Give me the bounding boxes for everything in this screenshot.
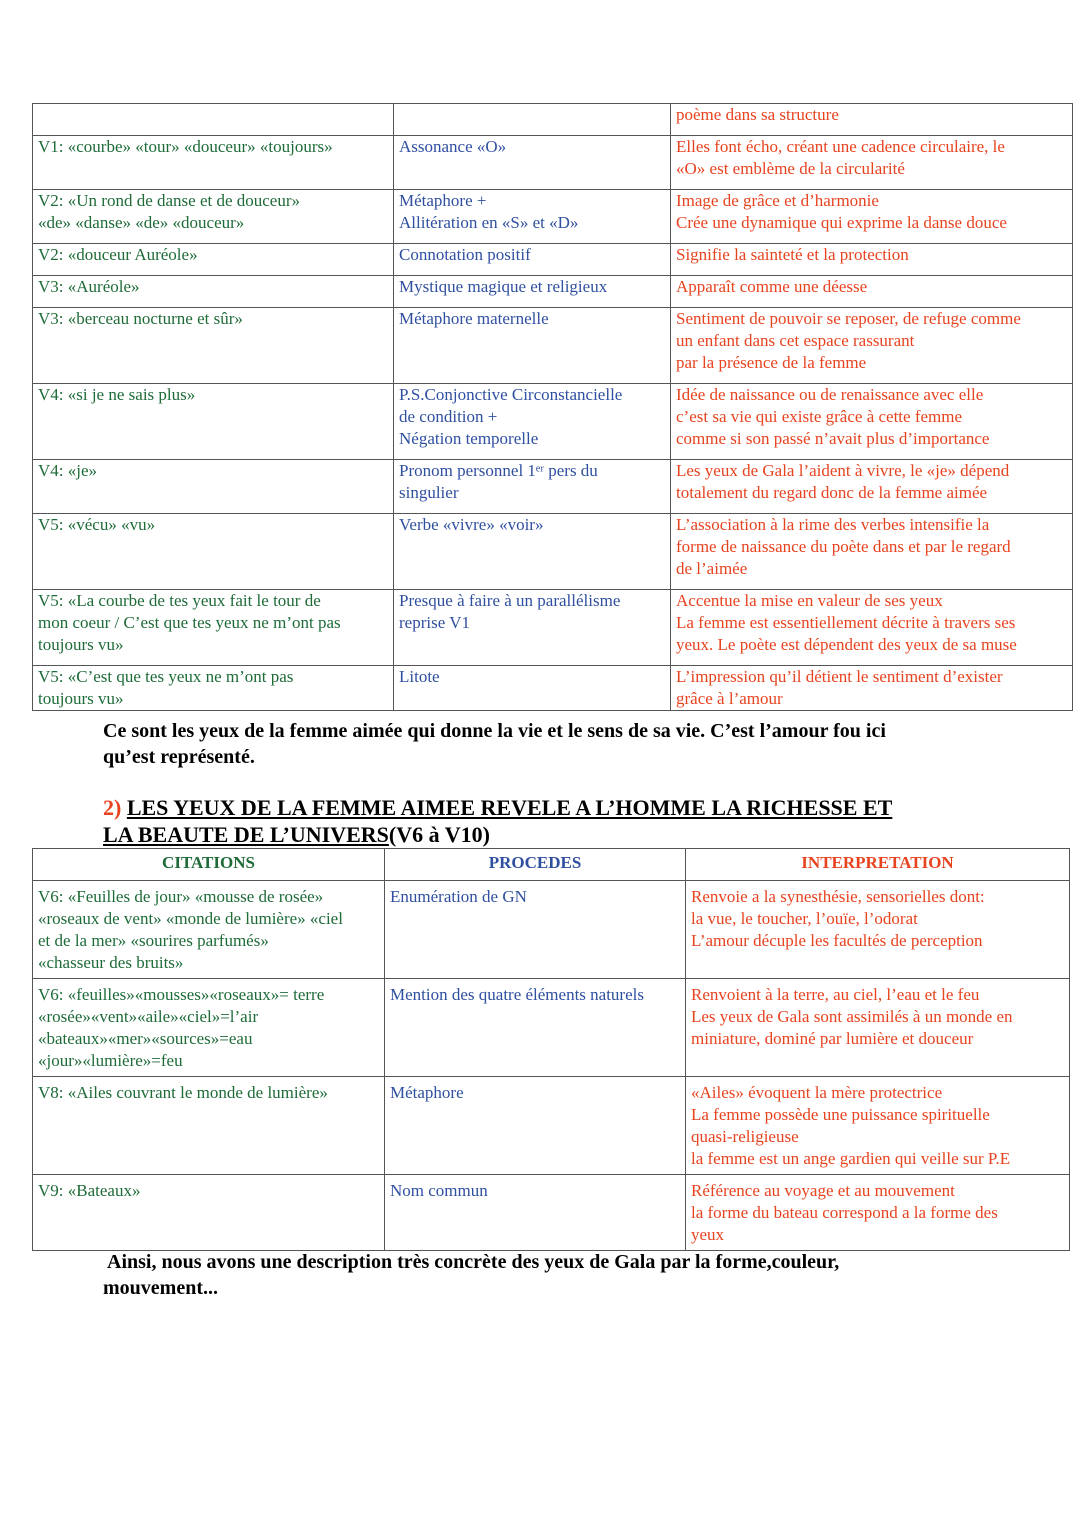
procede-cell <box>394 244 671 276</box>
cell-line: Litote <box>399 667 440 686</box>
cell-line: mon coeur / C’est que tes yeux ne m’ont pas <box>38 613 341 632</box>
section-number: 2) <box>103 795 122 820</box>
analysis-table-2 <box>32 848 1070 1251</box>
cell-line: «jour»«lumière»=feu <box>38 1051 183 1070</box>
cell-line: Métaphore + <box>399 191 487 210</box>
header-citations: CITATIONS <box>33 849 385 881</box>
analysis-table-1 <box>32 103 1073 711</box>
cell-line: miniature, dominé par lumière et douceur <box>691 1029 974 1048</box>
procede-cell <box>385 979 686 1077</box>
table-row <box>33 881 1070 979</box>
citation-cell <box>33 276 394 308</box>
procede-cell <box>394 590 671 666</box>
cell-line: Verbe «vivre» «voir» <box>399 515 544 534</box>
procede-cell <box>394 190 671 244</box>
cell-line: toujours vu» <box>38 635 124 654</box>
cell-line: Négation temporelle <box>399 429 539 448</box>
citation-cell <box>33 190 394 244</box>
interpretation-cell <box>686 1077 1070 1175</box>
cell-line: yeux. Le poète est dépendent des yeux de sa muse <box>676 635 1017 654</box>
cell-line: par la présence de la femme <box>676 353 867 372</box>
cell-line: V9: «Bateaux» <box>38 1181 141 1200</box>
citation-cell <box>33 881 385 979</box>
cell-line: V5: «C’est que tes yeux ne m’ont pas <box>38 667 294 686</box>
procede-cell <box>394 514 671 590</box>
procede-cell <box>385 1175 686 1251</box>
cell-line: Renvoie a la synesthésie, sensorielles dont: <box>691 887 985 906</box>
cell-line: La femme possède une puissance spirituelle <box>691 1105 990 1124</box>
interpretation-cell <box>671 104 1073 136</box>
table-row <box>33 590 1073 666</box>
procede-cell <box>394 308 671 384</box>
cell-line: Assonance «O» <box>399 137 507 156</box>
interpretation-cell <box>686 1175 1070 1251</box>
cell-line: la forme du bateau correspond a la forme des <box>691 1203 998 1222</box>
cell-line: V4: «je» <box>38 461 98 480</box>
cell-line: Métaphore maternelle <box>399 309 549 328</box>
interpretation-cell <box>671 666 1073 711</box>
cell-line: de condition + <box>399 407 498 426</box>
cell-line: Idée de naissance ou de renaissance avec elle <box>676 385 984 404</box>
cell-line: «de» «danse» «de» «douceur» <box>38 213 245 232</box>
procede-cell <box>394 104 671 136</box>
table-row <box>33 460 1073 514</box>
cell-line: poème dans sa structure <box>676 105 839 124</box>
procede-cell <box>394 136 671 190</box>
procede-cell <box>394 460 671 514</box>
cell-line: «Ailes» évoquent la mère protectrice <box>691 1083 943 1102</box>
citation-cell <box>33 244 394 276</box>
cell-line: V2: «Un rond de danse et de douceur» <box>38 191 301 210</box>
cell-line: de l’aimée <box>676 559 748 578</box>
header-interpretation: INTERPRETATION <box>686 849 1070 881</box>
cell-line: et de la mer» «sourires parfumés» <box>38 931 269 950</box>
cell-line: Elles font écho, créant une cadence circulaire, le <box>676 137 1005 156</box>
citation-cell <box>33 136 394 190</box>
cell-line: la vue, le toucher, l’ouïe, l’odorat <box>691 909 918 928</box>
cell-line: V5: «vécu» «vu» <box>38 515 156 534</box>
table-row <box>33 136 1073 190</box>
interpretation-cell <box>671 384 1073 460</box>
table-row <box>33 1175 1070 1251</box>
cell-line: «rosée»«vent»«aile»«ciel»=l’air <box>38 1007 259 1026</box>
table-row <box>33 104 1073 136</box>
procede-cell <box>394 276 671 308</box>
cell-line: V4: «si je ne sais plus» <box>38 385 196 404</box>
interpretation-cell <box>671 590 1073 666</box>
cell-line: La femme est essentiellement décrite à travers ses <box>676 613 1016 632</box>
conclusion-paragraph-2 <box>103 1249 840 1301</box>
table-row <box>33 384 1073 460</box>
cell-line: Mention des quatre éléments naturels <box>390 985 644 1004</box>
cell-line: V3: «Auréole» <box>38 277 140 296</box>
cell-line: Enumération de GN <box>390 887 527 906</box>
cell-line: Référence au voyage et au mouvement <box>691 1181 955 1200</box>
interpretation-cell <box>671 190 1073 244</box>
section-title-line-2: LA BEAUTE DE L’UNIVERS <box>103 822 389 847</box>
cell-line: forme de naissance du poète dans et par le regard <box>676 537 1011 556</box>
cell-line: «chasseur des bruits» <box>38 953 184 972</box>
cell-line: Signifie la sainteté et la protection <box>676 245 909 264</box>
cell-line: Allitération en «S» et «D» <box>399 213 579 232</box>
header-procedes: PROCEDES <box>385 849 686 881</box>
cell-line: V8: «Ailes couvrant le monde de lumière» <box>38 1083 328 1102</box>
citation-cell <box>33 384 394 460</box>
conclusion-line: Ainsi, nous avons une description très concrète des yeux de Gala par la forme,couleur, <box>107 1251 840 1273</box>
cell-line: L’association à la rime des verbes intensifie la <box>676 515 990 534</box>
cell-line: Mystique magique et religieux <box>399 277 608 296</box>
table-row <box>33 979 1070 1077</box>
interpretation-cell <box>686 881 1070 979</box>
table-row <box>33 244 1073 276</box>
cell-line: Crée une dynamique qui exprime la danse douce <box>676 213 1007 232</box>
section-title-range: (V6 à V10) <box>388 822 490 847</box>
citation-cell <box>33 979 385 1077</box>
cell-line: «bateaux»«mer»«sources»=eau <box>38 1029 253 1048</box>
citation-cell <box>33 460 394 514</box>
table-row <box>33 1077 1070 1175</box>
procede-cell <box>394 384 671 460</box>
interpretation-cell <box>671 276 1073 308</box>
interpretation-cell <box>671 136 1073 190</box>
cell-line: «roseaux de vent» «monde de lumière» «ciel <box>38 909 343 928</box>
cell-line: Renvoient à la terre, au ciel, l’eau et le feu <box>691 985 980 1004</box>
table-row <box>33 190 1073 244</box>
citation-cell <box>33 1175 385 1251</box>
citation-cell <box>33 104 394 136</box>
cell-line: totalement du regard donc de la femme aimée <box>676 483 988 502</box>
section-heading-2 <box>103 794 892 848</box>
conclusion-line: Ce sont les yeux de la femme aimée qui donne la vie et le sens de sa vie. C’est l’amour fou ici <box>103 720 886 742</box>
cell-line: Accentue la mise en valeur de ses yeux <box>676 591 943 610</box>
conclusion-paragraph-1 <box>103 718 886 770</box>
cell-line: Presque à faire à un parallélisme <box>399 591 621 610</box>
cell-line: Pronom personnel 1ᵉʳ pers du <box>399 461 598 480</box>
interpretation-cell <box>671 308 1073 384</box>
cell-line: un enfant dans cet espace rassurant <box>676 331 915 350</box>
citation-cell <box>33 514 394 590</box>
cell-line: V6: «feuilles»«mousses»«roseaux»= terre <box>38 985 325 1004</box>
cell-line: Les yeux de Gala sont assimilés à un monde en <box>691 1007 1013 1026</box>
citation-cell <box>33 590 394 666</box>
interpretation-cell <box>686 979 1070 1077</box>
cell-line: L’impression qu’il détient le sentiment d’exister <box>676 667 1003 686</box>
interpretation-cell <box>671 244 1073 276</box>
cell-line: V1: «courbe» «tour» «douceur» «toujours» <box>38 137 333 156</box>
interpretation-cell <box>671 460 1073 514</box>
cell-line: V5: «La courbe de tes yeux fait le tour de <box>38 591 321 610</box>
cell-line: grâce à l’amour <box>676 689 783 708</box>
cell-line: V3: «berceau nocturne et sûr» <box>38 309 243 328</box>
cell-line: P.S.Conjonctive Circonstancielle <box>399 385 623 404</box>
cell-line: Les yeux de Gala l’aident à vivre, le «je» dépend <box>676 461 1010 480</box>
cell-line: Nom commun <box>390 1181 488 1200</box>
conclusion-line: qu’est représenté. <box>103 746 255 768</box>
table-header-row <box>33 849 1070 881</box>
citation-cell <box>33 666 394 711</box>
section-title-line-1: LES YEUX DE LA FEMME AIMEE REVELE A L’HOMME LA RICHESSE ET <box>126 795 893 820</box>
procede-cell <box>394 666 671 711</box>
procede-cell <box>385 1077 686 1175</box>
cell-line: Connotation positif <box>399 245 531 264</box>
cell-line: «O» est emblème de la circularité <box>676 159 905 178</box>
cell-line: singulier <box>399 483 459 502</box>
cell-line: comme si son passé n’avait plus d’importance <box>676 429 990 448</box>
citation-cell <box>33 308 394 384</box>
cell-line: Métaphore <box>390 1083 464 1102</box>
procede-cell <box>385 881 686 979</box>
cell-line: V2: «douceur Auréole» <box>38 245 198 264</box>
cell-line: c’est sa vie qui existe grâce à cette femme <box>676 407 963 426</box>
cell-line: Image de grâce et d’harmonie <box>676 191 879 210</box>
cell-line: Apparaît comme une déesse <box>676 277 868 296</box>
cell-line: L’amour décuple les facultés de perception <box>691 931 983 950</box>
cell-line: V6: «Feuilles de jour» «mousse de rosée» <box>38 887 324 906</box>
table-row <box>33 514 1073 590</box>
table-row <box>33 308 1073 384</box>
conclusion-line: mouvement... <box>103 1277 218 1299</box>
cell-line: yeux <box>691 1225 725 1244</box>
cell-line: quasi-religieuse <box>691 1127 799 1146</box>
cell-line: Sentiment de pouvoir se reposer, de refuge comme <box>676 309 1021 328</box>
table-row <box>33 666 1073 711</box>
cell-line: reprise V1 <box>399 613 470 632</box>
citation-cell <box>33 1077 385 1175</box>
cell-line: la femme est un ange gardien qui veille sur P.E <box>691 1149 1011 1168</box>
cell-line: toujours vu» <box>38 689 124 708</box>
table-row <box>33 276 1073 308</box>
interpretation-cell <box>671 514 1073 590</box>
